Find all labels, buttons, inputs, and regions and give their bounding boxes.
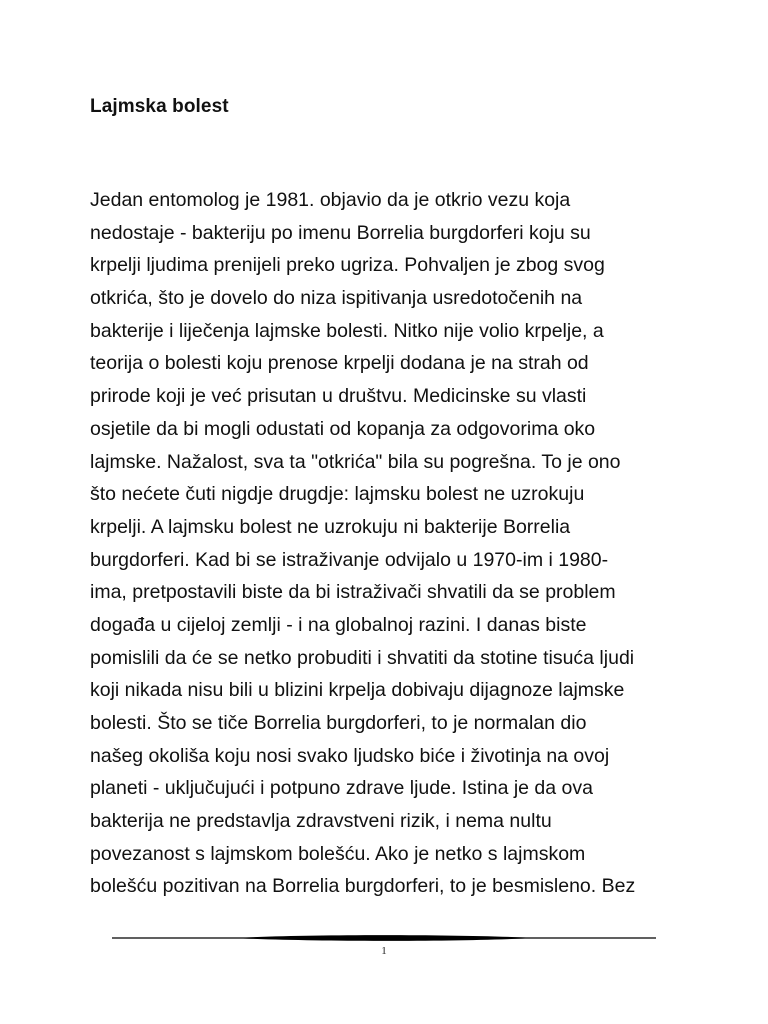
text-line: krpelji ljudima prenijeli preko ugriza. Pohvaljen je zbog svog <box>90 254 605 277</box>
document-title: Lajmska bolest <box>90 96 229 117</box>
text-line: prirode koji je već prisutan u društvu. Medicinske su vlasti <box>90 385 587 408</box>
text-line: pomislili da će se netko probuditi i shvatiti da stotine tisuća ljudi <box>90 646 635 669</box>
text-line: povezanost s lajmskom bolešću. Ako je netko s lajmskom <box>90 842 586 865</box>
text-line: koji nikada nisu bili u blizini krpelja dobivaju dijagnoze lajmske <box>90 679 625 702</box>
text-line: što nećete čuti nigdje drugdje: lajmsku bolest ne uzrokuju <box>90 483 585 506</box>
text-line: događa u cijeloj zemlji - i na globalnoj razini. I danas biste <box>90 613 587 636</box>
body-paragraph <box>90 184 690 903</box>
text-line: bakterije i liječenja lajmske bolesti. Nitko nije volio krpelje, a <box>90 319 604 342</box>
text-line: ima, pretpostavili biste da bi istraživači shvatili da se problem <box>90 581 616 604</box>
text-line: planeti - uključujući i potpuno zdrave ljude. Istina je da ova <box>90 777 593 800</box>
text-line: bolesti. Što se tiče Borrelia burgdorferi, to je normalan dio <box>90 712 587 734</box>
text-line: Jedan entomolog je 1981. objavio da je otkrio vezu koja <box>90 189 571 211</box>
text-line: bolešću pozitivan na Borrelia burgdorferi, to je besmisleno. Bez <box>90 875 636 898</box>
text-line: krpelji. A lajmsku bolest ne uzrokuju ni bakterije Borrelia <box>90 515 571 538</box>
text-line: bakterija ne predstavlja zdravstveni rizik, i nema nultu <box>90 810 552 833</box>
text-line: lajmske. Nažalost, sva ta "otkrića" bila su pogrešna. To je ono <box>90 450 621 473</box>
text-line: burgdorferi. Kad bi se istraživanje odvijalo u 1970-im i 1980- <box>90 548 609 571</box>
text-line: osjetile da bi mogli odustati od kopanja za odgovorima oko <box>90 417 596 440</box>
text-line: našeg okoliša koju nosi svako ljudsko biće i životinja na ovoj <box>90 744 610 767</box>
text-line: nedostaje - bakteriju po imenu Borrelia burgdorferi koju su <box>90 221 591 244</box>
footer-divider <box>112 932 656 944</box>
page-number: 1 <box>381 945 387 957</box>
text-line: otkrića, što je dovelo do niza ispitivanja usredotočenih na <box>90 287 583 310</box>
text-line: teorija o bolesti koju prenose krpelji dodana je na strah od <box>90 352 589 375</box>
